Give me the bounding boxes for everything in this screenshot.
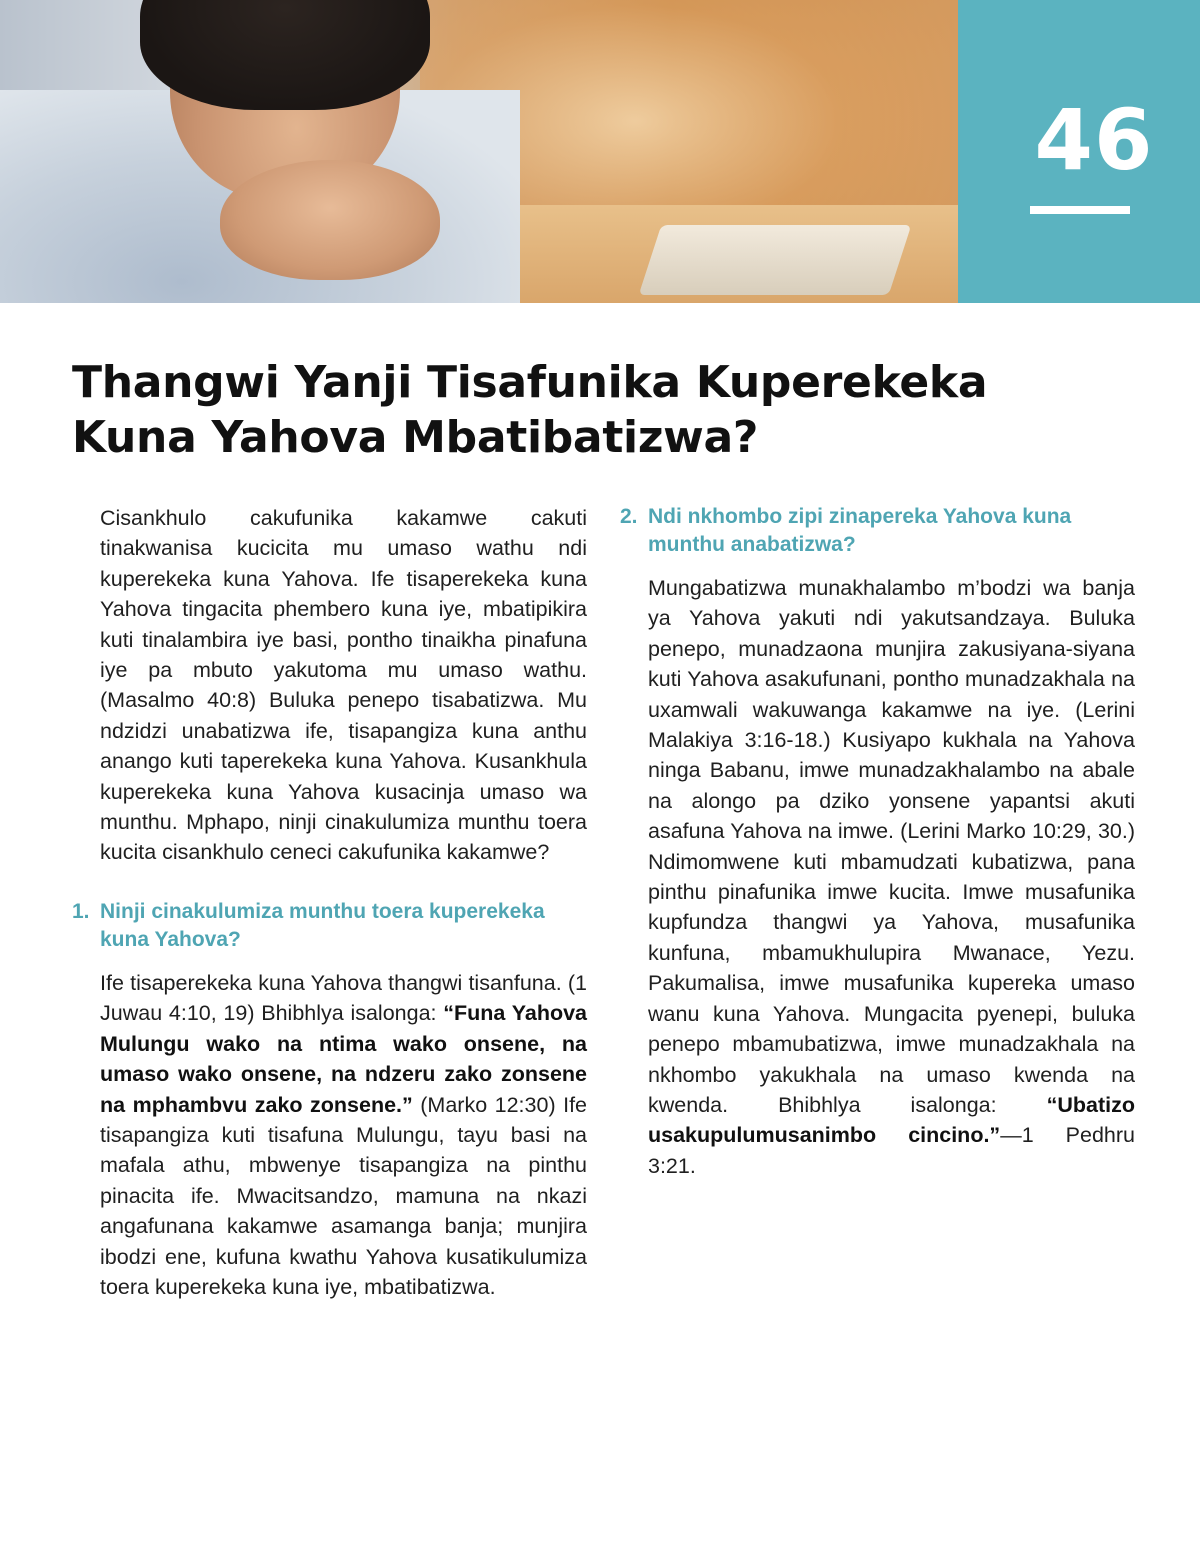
intro-paragraph: Cisankhulo cakufunika kakamwe cakuti tinakwanisa kucicita mu umaso wathu ndi kuperekeka kuna Yahova. Ife tisaperekeka kuna Yahova tingacita phembero kuna iye, mbatipikira kuti tinalambira iye basi, pontho tinaikha pinafuna iye pa mbuto yakutoma mu umaso wathu. (Masalmo 40:8) Buluka penepo tisabatizwa. Mu ndzidzi unabatizwa ife, tisapangiza kuna anthu anango kuti taperekeka kuna Yahova. Kusankhula kuperekeka kuna Yahova kusacinja umaso wa munthu. Mphapo, ninji cinakulumiza munthu toera kucita cisankhulo ceneci cakufunika kakamwe? (100, 506, 587, 865)
badge-underline (1030, 206, 1130, 214)
answer-2-text-continued: —1 Pedhru 3:21. (648, 1123, 1136, 1178)
question-2 (620, 503, 1135, 559)
answer-2 (620, 573, 1135, 1181)
question-1-number: 1. (72, 899, 90, 923)
lesson-number-badge (958, 0, 1200, 303)
folded-hands (220, 160, 440, 280)
lesson-number: 46 (1034, 91, 1154, 189)
right-column (620, 503, 1135, 1181)
answer-1 (72, 968, 587, 1302)
page-title: Thangwi Yanji Tisafunika Kuperekeka Kuna Yahova Mbatibatizwa? (72, 357, 988, 463)
answer-1-text-continued: (Marko 12:30) Ife tisapangiza kuti tisafuna Mulungu, tayu basi na mafala athu, mbwenye tisapangiza na pinthu pinacita ife. Mwacitsandzo, mamuna na nkazi angafunana kakamwe asamanga banja; munjira ibodzi ene, kufuna kwathu Yahova kusatikulumiza toera kuperekeka kuna iye, mbatibatizwa. (100, 1092, 588, 1299)
answer-1-quote: “Funa Yahova Mulungu wako na ntima wako onsene, na umaso wako onsene, na ndzeru zako zonsene na mphambvu zako zonsene.” (100, 1001, 587, 1117)
question-2-text: Ndi nkhombo zipi zinapereka Yahova kuna munthu anabatizwa? (648, 505, 1072, 556)
question-1-text: Ninji cinakulumiza munthu toera kuperekeka kuna Yahova? (100, 899, 545, 951)
question-2-number: 2. (620, 505, 638, 528)
answer-1-text: Ife tisaperekeka kuna Yahova thangwi tisanfuna. (1 Juwau 4:10, 19) Bhibhlya isalonga: (100, 970, 587, 1026)
answer-2-quote: “Ubatizo usakupulumusanimbo cincino.” (648, 1092, 1135, 1148)
man-hair (140, 0, 430, 110)
open-bible (639, 225, 912, 295)
question-1 (72, 898, 587, 954)
answer-2-text: Mungabatizwa munakhalambo m’bodzi wa banja ya Yahova yakuti ndi yakutsandzaya. Buluka penepo, munadzaona munjira zakusiyana-siyana kuti Yahova asakufunani, pontho munadzakhala na uxamwali wakuwanga kakamwe na iye. (Lerini Malakiya 3:16-18.) Kusiyapo kukhala na Yahova ninga Babanu, imwe munadzakhalambo na abale na alongo pa dziko yonsene yapantsi akuti asafuna Yahova na imwe. (Lerini Marko 10:29, 30.) Ndimomwene kuti mbamudzati kubatizwa, pana pinthu pinafunika imwe kucita. Imwe musafunika kupfundza thangwi ya Yahova, musafunika kunfuna, mbamukhulupira Mwanace, Yezu. Pakumalisa, imwe musafunika kupereka umaso wanu kuna Yahova. Mungacita pyenepi, buluka penepo mbamubatizwa, imwe munadzakhala na nkhombo yakukhala na umaso kwenda na kwenda. Bhibhlya isalonga: (648, 576, 1135, 1117)
hero-photo-praying-man (0, 0, 958, 303)
left-column (72, 503, 587, 1302)
